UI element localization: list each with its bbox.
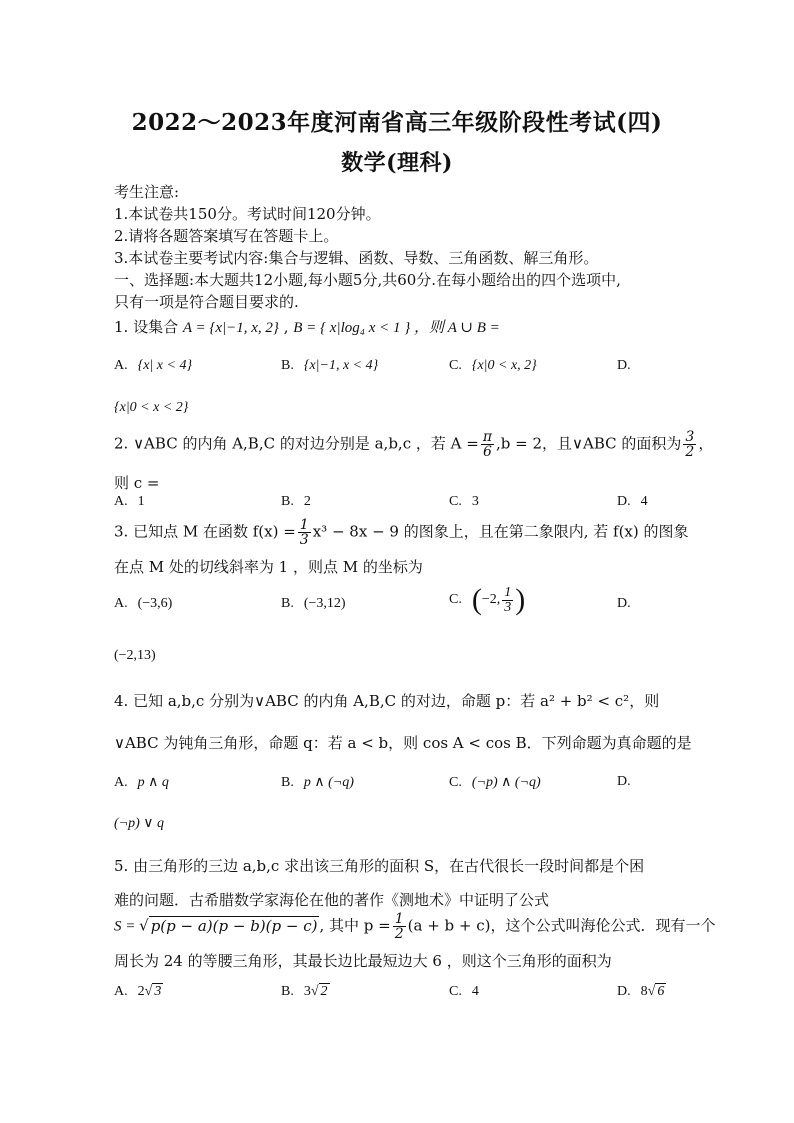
question-4-option-a: A. p ∧ q — [114, 775, 169, 790]
question-2-option-b: B. 2 — [281, 494, 311, 509]
question-5-line-2: 难的问题．古希腊数学家海伦在他的著作《测地术》中证明了公式 — [114, 891, 550, 909]
notice-heading: 考生注意: — [114, 183, 180, 201]
section-instruction-line-1: 一、选择题:本大题共12小题,每小题5分,共60分.在每小题给出的四个选项中, — [114, 271, 621, 289]
question-2-area-fraction: $\frac{3}{2}$ — [685, 429, 695, 460]
question-1-suffix: ，则 A ∪ B = — [410, 320, 500, 336]
question-5-formula-line: S = √ p(p − a)(p − b)(p − c) , 其中 p = $\frac{1}{2}$ (a + b + c)，这个公式叫海伦公式．现有一个 — [114, 911, 716, 942]
question-2-middle: ,b = 2，且∨ABC 的面积为 — [496, 434, 682, 453]
question-5-option-a: A. 2√ 3 — [114, 984, 162, 999]
question-3-stem — [114, 518, 689, 547]
question-2-stem — [114, 430, 713, 459]
question-5-line-1: 5. 由三角形的三边 a,b,c 求出该三角形的面积 S，在古代很长一段时间都是个困 — [114, 857, 645, 875]
question-2-option-c: C. 3 — [449, 494, 479, 509]
question-1-set-a: A = {x|−1, x, 2} — [182, 320, 279, 336]
question-1-option-d: D. — [617, 358, 631, 373]
question-3-prefix: 3. 已知点 M 在函数 f(x) = — [114, 522, 296, 541]
question-1-option-a: A. {x| x < 4} — [114, 358, 193, 373]
section-instruction-line-2: 只有一项是符合题目要求的. — [114, 293, 299, 311]
question-5-line-4: 周长为 24 的等腰三角形，其最长边比最短边大 6 ，则这个三角形的面积为 — [114, 952, 612, 970]
question-3-option-b: B. (−3,12) — [281, 596, 346, 611]
question-4-option-d-text: (¬p) ∨ q — [114, 816, 165, 831]
question-5-option-b: B. 3√ 2 — [281, 984, 328, 999]
question-4-line-1: 4. 已知 a,b,c 分别为∨ABC 的内角 A,B,C 的对边，命题 p：若 a² + b² < c²，则 — [114, 692, 660, 710]
question-3-option-c-fraction: $\frac{1}{3}$ — [504, 584, 512, 615]
question-4-option-b: B. p ∧ (¬q) — [281, 775, 354, 790]
notice-item-1: 1.本试卷共150分。考试时间120分钟。 — [114, 205, 381, 223]
question-5-option-c: C. 4 — [449, 984, 479, 999]
question-1-option-c: C. {x|0 < x, 2} — [449, 358, 537, 373]
notice-item-2: 2.请将各题答案填写在答题卡上。 — [114, 227, 339, 245]
exam-subtitle: 数学(理科) — [341, 150, 453, 176]
question-3-option-c: C. (−2, $\frac{1}{3}$ ) — [449, 583, 526, 616]
question-3-fraction: $\frac{1}{3}$ — [299, 517, 309, 548]
question-3-line-2: 在点 M 处的切线斜率为 1 ，则点 M 的坐标为 — [114, 558, 423, 576]
question-3-option-d: D. — [617, 596, 631, 611]
question-2-option-a: A. 1 — [114, 494, 145, 509]
question-5-formula-suffix: (a + b + c)，这个公式叫海伦公式．现有一个 — [407, 916, 716, 935]
question-1-option-b: B. {x|−1, x < 4} — [281, 358, 379, 373]
question-4-option-c: C. (¬p) ∧ (¬q) — [449, 775, 541, 790]
question-5-option-d: D. 8√ 6 — [617, 984, 665, 999]
question-5-radicand: p(p − a)(p − b)(p − c) — [150, 916, 318, 935]
question-5-fraction: $\frac{1}{2}$ — [394, 911, 404, 942]
question-1-set-b: B = { x|log₄ x < 1 } — [293, 320, 411, 336]
question-2-prefix: 2. ∨ABC 的内角 A,B,C 的对边分别是 a,b,c ，若 A = — [114, 434, 479, 453]
question-2-option-d: D. 4 — [617, 494, 648, 509]
question-1-option-d-text: {x|0 < x < 2} — [114, 400, 189, 415]
question-5-formula-middle: , 其中 p = — [319, 916, 391, 935]
question-1-stem — [114, 316, 500, 337]
question-5-formula-prefix: S = — [114, 918, 140, 935]
question-3-suffix: x³ − 8x − 9 的图象上，且在第二象限内, 若 f(x) 的图象 — [312, 522, 689, 541]
exam-title: 2022～2023年度河南省高三年级阶段性考试(四) — [131, 109, 663, 136]
question-2-line-2: 则 c = — [114, 474, 160, 492]
question-1-separator: , — [278, 318, 294, 336]
question-2-end: ， — [698, 434, 714, 453]
question-3-option-a: A. (−3,6) — [114, 596, 173, 611]
question-3-option-d-text: (−2,13) — [114, 648, 156, 663]
question-4-line-2: ∨ABC 为钝角三角形，命题 q：若 a < b，则 cos A < cos B．下列命题为真命题的是 — [114, 734, 692, 752]
question-4-option-d: D. — [617, 774, 631, 789]
question-2-angle-fraction: $\frac{\pi}{6}$ — [482, 429, 493, 460]
notice-item-3: 3.本试卷主要考试内容:集合与逻辑、函数、导数、三角函数、解三角形。 — [114, 249, 599, 267]
question-1-prefix: 1. 设集合 — [114, 318, 183, 336]
